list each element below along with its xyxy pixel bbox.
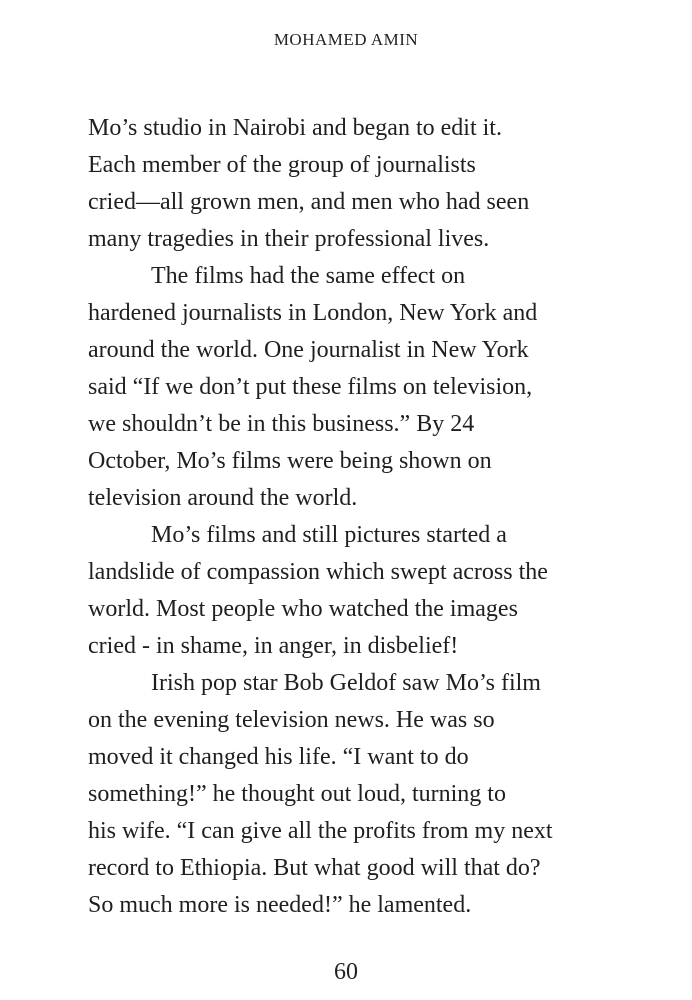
text-line: Mo’s films and still pictures started a: [151, 522, 507, 548]
text-line: cried—all grown men, and men who had seen: [88, 189, 530, 215]
text-line: The films had the same effect on: [151, 263, 466, 289]
text-line: hardened journalists in London, New York and: [88, 300, 538, 326]
paragraph-2: [88, 258, 648, 517]
text-line: television around the world.: [88, 485, 358, 511]
text-line: we shouldn’t be in this business.” By 24: [88, 411, 475, 437]
text-line: Each member of the group of journalists: [88, 152, 476, 178]
text-line: cried - in shame, in anger, in disbelief!: [88, 633, 459, 659]
text-line: his wife. “I can give all the profits from my next: [88, 818, 553, 844]
text-line: world. Most people who watched the images: [88, 596, 518, 622]
body-text: [88, 110, 648, 924]
paragraph-1: [88, 110, 648, 258]
page-number: 60: [334, 959, 358, 985]
text-line: So much more is needed!” he lamented.: [88, 892, 472, 918]
text-line: October, Mo’s films were being shown on: [88, 448, 492, 474]
paragraph-3: [88, 517, 648, 665]
text-line: moved it changed his life. “I want to do: [88, 744, 469, 770]
text-line: many tragedies in their professional lives.: [88, 226, 490, 252]
text-line: record to Ethiopia. But what good will that do?: [88, 855, 541, 881]
paragraph-4: [88, 665, 648, 924]
text-line: landslide of compassion which swept across the: [88, 559, 548, 585]
text-line: said “If we don’t put these films on television,: [88, 374, 533, 400]
text-line: something!” he thought out loud, turning to: [88, 781, 506, 807]
text-line: on the evening television news. He was so: [88, 707, 495, 733]
text-line: Mo’s studio in Nairobi and began to edit it.: [88, 115, 502, 141]
text-line: Irish pop star Bob Geldof saw Mo’s film: [151, 670, 541, 696]
running-head: MOHAMED AMIN: [273, 30, 419, 49]
text-line: around the world. One journalist in New York: [88, 337, 529, 363]
